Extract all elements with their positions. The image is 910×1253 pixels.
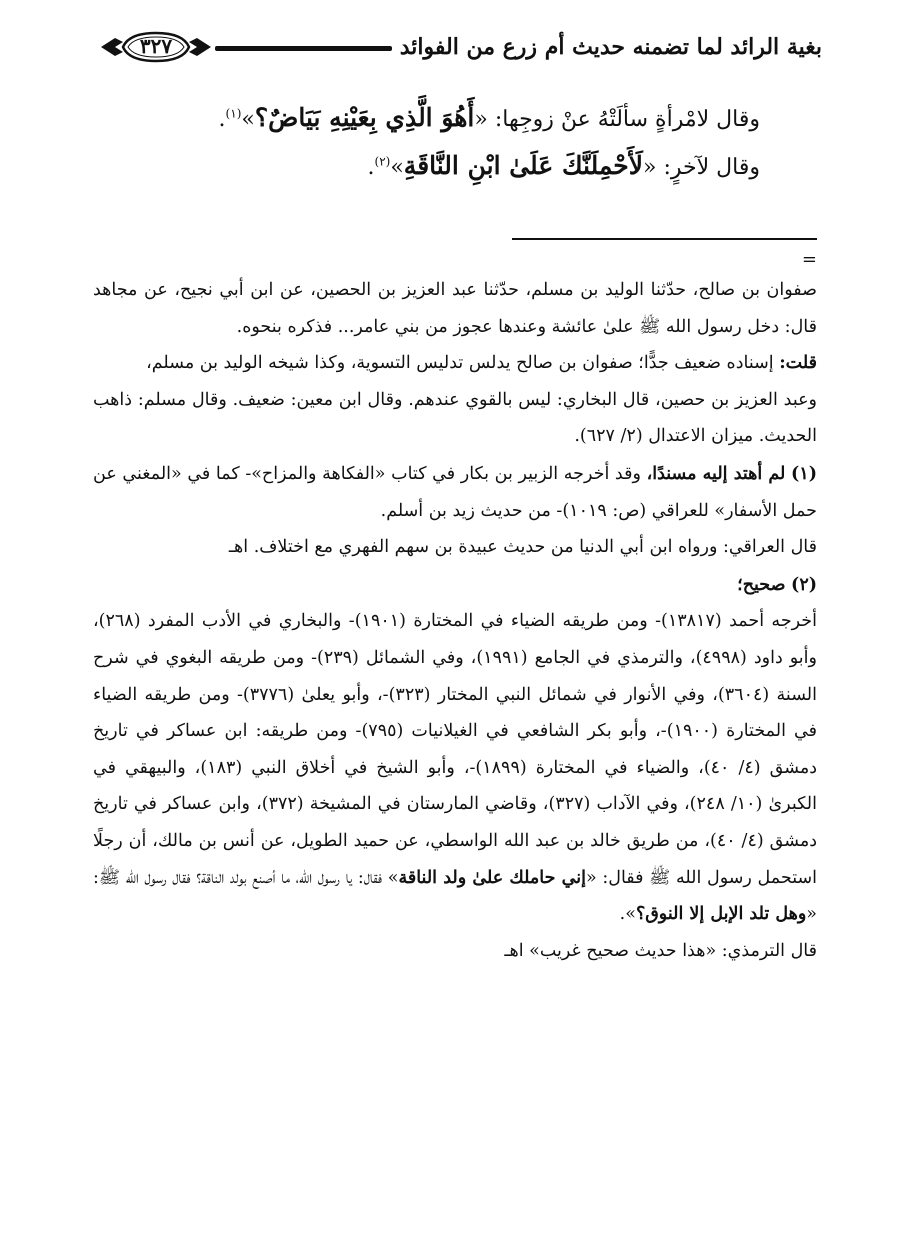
grading: لم أهتد إليه مسندًا، xyxy=(646,463,786,484)
footnote-separator xyxy=(512,238,817,240)
grading: صحيح؛ xyxy=(737,574,786,595)
hadith-quote: إني حاملك علىٰ ولد الناقة xyxy=(398,867,586,888)
paragraph-text: إسناده ضعيف جدًّا؛ صفوان بن صالح يدلس تدليس التسوية، وكذا شيخه الوليد بن مسلم، xyxy=(146,353,780,374)
quote-close: ». xyxy=(619,904,636,925)
footnote-2 xyxy=(93,567,817,604)
footnotes xyxy=(93,248,817,969)
page-header xyxy=(95,28,822,68)
line-intro: وقال لآخرٍ: « xyxy=(643,155,760,180)
header-rule xyxy=(215,46,392,51)
footnote-text: وقد أخرجه الزبير بن بكار في كتاب «الفكاهة والمزاح»- كما في «المغني عن حمل الأسفار» للعراقي (ص: ١٠١٩)- من حديث زيد بن أسلم. xyxy=(93,463,817,521)
main-line xyxy=(140,143,760,191)
hadith-quote: وهل تلد الإبل إلا النوق؟ xyxy=(635,904,807,925)
footnote-paragraph: وعبد العزيز بن حصين، قال البخاري: ليس بالقوي عندهم. وقال ابن معين: ضعيف. وقال مسلم: ذاهب الحديث. ميزان الاعتدال (٢/ ٦٢٧). xyxy=(93,389,817,447)
continuation-mark: = xyxy=(801,249,817,270)
main-line xyxy=(140,95,760,143)
takhrij-text: أخرجه أحمد (١٣٨١٧)- ومن طريقه الضياء في المختارة (١٩٠١)- والبخاري في الأدب المفرد (٢٦٨)، وأبو داود (٤٩٩٨)، والترمذي في الجامع (١٩٩١)، وفي الشمائل (٢٣٩)- ومن طريقه البغوي في شرح السنة (٣٦٠٤)، وفي الأنوار في شمائل النبي المختار (٣٢٣)-، وأبو يعلىٰ (٣٧٧٦)- ومن طريقه الضياء في المختارة (١٩٠٠)-، وأبو بكر الشافعي في الغيلانيات (٧٩٥)- ومن طريقه: ابن عساكر في تاريخ دمشق (٤/ ٤٠)، والضياء في المختارة (١٨٩٩)-، وأبو الشيخ في أخلاق النبي (١٨٣)، والبيهقي في الكبرىٰ (١٠/ ٢٤٨)، وفي الآداب (٣٢٧)، وقاضي المارستان في المشيخة (٣٧٢)، وابن عساكر في تاريخ دمشق (٤/ ٤٠)، من طريق خالد بن عبد الله الواسطي، عن حميد الطويل، عن أنس بن مالك، أن رجلًا استحمل رسول الله ﷺ فقال: « xyxy=(93,611,818,888)
footnote-ref[interactable]: (١) xyxy=(225,106,242,121)
footnote-1 xyxy=(93,456,817,529)
footnote-paragraph: قال الترمذي: «هذا حديث صحيح غريب» اهـ xyxy=(504,940,817,961)
page-number: ٣٢٧ xyxy=(139,34,173,58)
quote-close: » xyxy=(241,107,255,132)
footnote-number: (١) xyxy=(791,463,817,484)
footnote-paragraph xyxy=(93,345,817,382)
footnote-paragraph: صفوان بن صالح، حدّثنا الوليد بن مسلم، حدّثنا عبد العزيز بن الحصين، عن ابن أبي نجيح، عن مجاهد قال: دخل رسول الله ﷺ علىٰ عائشة وعندها عجوز من بني عامر... فذكره بنحوه. xyxy=(93,280,817,337)
takhrij-text: » فقال: يا رسول الله، ما أصنع بولد الناقة؟ فقال رسول الله ﷺ: « xyxy=(93,867,817,925)
line-intro: وقال لامْرأةٍ سألَتْهُ عنْ زوجِها: « xyxy=(474,107,760,132)
footnote-number: (٢) xyxy=(791,574,817,595)
footnote-paragraph: قال العراقي: ورواه ابن أبي الدنيا من حديث عبيدة بن سهم الفهري مع اختلاف. اهـ xyxy=(228,537,817,558)
page-number-ornament xyxy=(95,28,217,66)
qultu-label: قلت: xyxy=(779,353,817,374)
footnote-ref[interactable]: (٢) xyxy=(374,154,391,169)
footnote-paragraph xyxy=(93,603,817,932)
main-text xyxy=(140,95,760,191)
line-end: . xyxy=(367,155,375,180)
quote-close: » xyxy=(390,155,404,180)
line-end: . xyxy=(218,107,226,132)
hadith-quote: لَأَحْمِلَنَّكَ عَلَىٰ ابْنِ النَّاقَةِ xyxy=(403,151,644,180)
running-title: بغية الرائد لما تضمنه حديث أم زرع من الفوائد xyxy=(399,34,822,60)
hadith-quote: أَهُوَ الَّذِي بِعَيْنِهِ بَيَاضٌ؟ xyxy=(254,103,475,132)
